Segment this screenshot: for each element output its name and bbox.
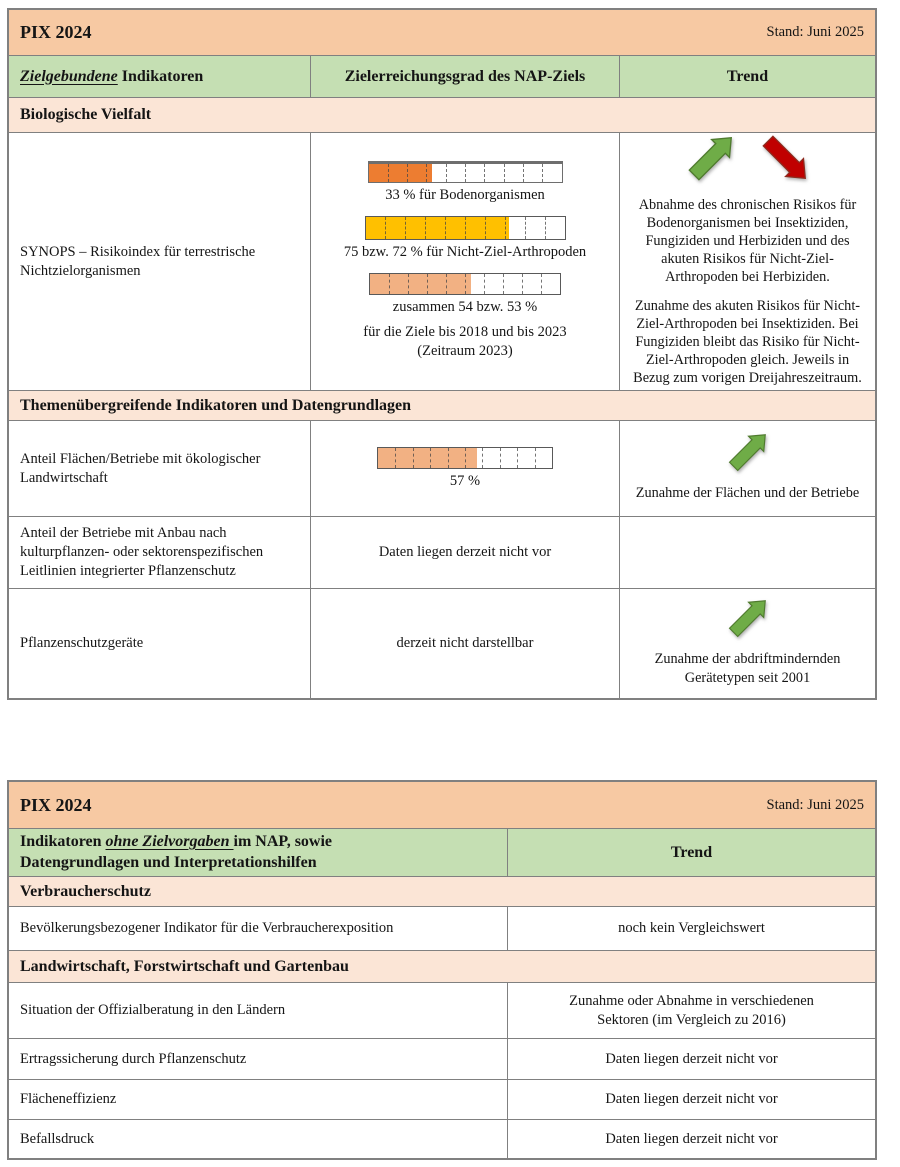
section-biologische-vielfalt: Biologische Vielfalt <box>9 97 875 132</box>
column-header-trend: Trend <box>619 56 875 97</box>
bar-fill <box>370 274 471 294</box>
synops-trend-paragraph-2: Zunahme des akuten Risikos für Nicht-Ziel-Arthropoden bei Insektiziden. Bei Fungiziden bleibt das Risiko für Nicht-Ziel-Arthropoden gleich. Jeweils in Bezug zum vorigen Dreijahreszeitraum. <box>633 297 862 387</box>
synops-trend-cell <box>619 133 875 390</box>
trend-up-green-arrow-icon <box>684 131 738 185</box>
indikatoren-label: Indikatoren <box>117 67 204 85</box>
bar-tick <box>484 274 485 294</box>
bar-tick <box>542 164 543 182</box>
flaecheneffizienz-indicator-label: Flächeneffizienz <box>20 1091 117 1108</box>
bodenorganismen-bar-group <box>368 161 563 205</box>
oekolandbau-goal-chart <box>310 421 619 516</box>
bar-tick <box>465 164 466 182</box>
goal-note-line1: für die Ziele bis 2018 und bis 2023 <box>363 323 567 340</box>
bar-tick <box>465 274 466 294</box>
arthropoden-bar-group <box>344 216 586 262</box>
progress-bar-arthropoden <box>365 216 566 240</box>
table-zielgebundene-indikatoren <box>7 8 877 700</box>
bar-tick <box>446 274 447 294</box>
leitlinien-indicator-label: Anteil der Betriebe mit Anbau nach kulturpflanzen- oder sektorenspezifischen Leitlinien integrierter Pflanzenschutz <box>20 525 264 579</box>
bar-label-bodenorganismen: 33 % für Bodenorganismen <box>385 187 545 204</box>
bar-tick <box>465 217 466 239</box>
row-synops <box>9 132 875 390</box>
im-nap-text: im NAP, sowie <box>233 832 333 850</box>
synops-trend-paragraph-1: Abnahme des chronischen Risikos für Bodenorganismen bei Insektiziden, Fungiziden und Herbiziden und des akuten Risikos für Nicht-Ziel-Arthropoden bei Herbiziden. <box>638 196 857 286</box>
bar-tick <box>541 274 542 294</box>
bar-tick <box>525 217 526 239</box>
leitlinien-trend-empty <box>619 517 875 588</box>
zielgebundene-emphasis: Zielgebundene <box>20 67 118 85</box>
leitlinien-status: Daten liegen derzeit nicht vor <box>310 517 619 588</box>
bar-label-oekolandbau: 57 % <box>449 472 481 489</box>
goal-note <box>363 323 566 362</box>
geraete-trend-cell <box>619 589 875 698</box>
trend-arrows <box>684 131 812 185</box>
exposition-indicator-label: Bevölkerungsbezogener Indikator für die Verbraucherexposition <box>20 920 394 937</box>
bar-tick <box>448 448 449 468</box>
trend-up-green-arrow-icon <box>725 595 771 641</box>
bar-tick <box>385 217 386 239</box>
column-header-trend: Trend <box>507 829 875 876</box>
table2-stand-date: Stand: Juni 2025 <box>766 796 864 813</box>
bar-tick <box>482 448 483 468</box>
bar-tick <box>523 164 524 182</box>
progress-bar-oekolandbau <box>377 447 553 469</box>
bar-tick <box>407 164 408 182</box>
offizialberatung-indicator-label: Situation der Offizialberatung in den Ländern <box>20 1002 286 1019</box>
bar-tick <box>535 448 536 468</box>
bar-tick <box>484 164 485 182</box>
table-indikatoren-ohne-zielvorgaben <box>7 780 877 1160</box>
bar-tick <box>445 217 446 239</box>
section-themenuebergreifende: Themenübergreifende Indikatoren und Datengrundlagen <box>9 390 875 420</box>
ertragssicherung-trend: Daten liegen derzeit nicht vor <box>507 1039 875 1079</box>
trend-up-green-arrow-icon <box>725 429 771 475</box>
table1-column-header-row <box>9 55 875 97</box>
indikatoren-prefix: Indikatoren <box>20 832 106 850</box>
synops-goal-charts <box>310 133 619 390</box>
table2-title-band <box>9 782 875 828</box>
oekolandbau-indicator-label: Anteil Flächen/Betriebe mit ökologischer Landwirtschaft <box>20 450 261 486</box>
bar-tick <box>389 274 390 294</box>
row-flaecheneffizienz <box>9 1079 875 1119</box>
row-leitlinien <box>9 516 875 588</box>
bar-label-zusammen: zusammen 54 bzw. 53 % <box>392 298 538 315</box>
goal-note-line2: (Zeitraum 2023) <box>417 343 513 360</box>
bar-tick <box>465 448 466 468</box>
bar-fill <box>378 448 477 468</box>
datengrundlagen-text: Datengrundlagen und Interpretationshilfen <box>20 853 317 871</box>
table2-title: PIX 2024 <box>20 794 92 815</box>
synops-indicator-label: SYNOPS – Risikoindex für terrestrische Nichtzielorganismen <box>20 243 256 279</box>
befallsdruck-trend: Daten liegen derzeit nicht vor <box>507 1120 875 1158</box>
column-header-ohne-zielvorgaben <box>9 829 507 876</box>
bar-tick <box>413 448 414 468</box>
bar-tick <box>485 217 486 239</box>
progress-bar-zusammen <box>369 273 561 295</box>
bar-tick <box>503 274 504 294</box>
column-header-zielerreichungsgrad: Zielerreichungsgrad des NAP-Ziels <box>310 56 619 97</box>
flaecheneffizienz-trend: Daten liegen derzeit nicht vor <box>507 1080 875 1119</box>
row-offizialberatung <box>9 982 875 1038</box>
bar-tick <box>500 448 501 468</box>
section-landwirtschaft: Landwirtschaft, Forstwirtschaft und Gartenbau <box>9 950 875 982</box>
bar-tick <box>395 448 396 468</box>
bar-tick <box>504 164 505 182</box>
trend-down-red-arrow-icon <box>758 131 812 185</box>
ohne-zielvorgaben-emphasis: ohne Zielvorgaben <box>105 832 234 850</box>
bar-tick <box>517 448 518 468</box>
bar-fill <box>369 164 433 182</box>
bar-tick <box>505 217 506 239</box>
table1-stand-date: Stand: Juni 2025 <box>766 24 864 40</box>
row-ertragssicherung <box>9 1038 875 1079</box>
table2-column-header-row <box>9 828 875 876</box>
bar-tick <box>408 274 409 294</box>
geraete-trend-text: Zunahme der abdriftmindernden Gerätetypen seit 2001 <box>654 651 841 686</box>
bar-tick <box>430 448 431 468</box>
oekolandbau-trend-cell <box>619 421 875 516</box>
geraete-indicator-label: Pflanzenschutzgeräte <box>20 635 144 652</box>
befallsdruck-indicator-label: Befallsdruck <box>20 1130 95 1147</box>
oekolandbau-trend-text: Zunahme der Flächen und der Betriebe <box>635 485 860 502</box>
bar-fill <box>366 217 509 239</box>
table1-title: PIX 2024 <box>20 22 92 42</box>
zusammen-bar-group <box>369 273 561 317</box>
row-oekolandbau <box>9 420 875 516</box>
bar-tick <box>427 274 428 294</box>
table1-title-band <box>9 10 875 55</box>
bar-label-arthropoden: 75 bzw. 72 % für Nicht-Ziel-Arthropoden <box>343 244 587 261</box>
progress-bar-bodenorganismen <box>368 161 563 183</box>
row-verbraucherexposition <box>9 906 875 950</box>
bar-tick <box>522 274 523 294</box>
geraete-status: derzeit nicht darstellbar <box>310 589 619 698</box>
bar-tick <box>545 217 546 239</box>
bar-tick <box>425 217 426 239</box>
bar-tick <box>405 217 406 239</box>
bar-tick <box>388 164 389 182</box>
column-header-zielgebundene-indikatoren <box>9 56 310 97</box>
bar-tick <box>426 164 427 182</box>
offizialberatung-trend: Zunahme oder Abnahme in verschiedenen Sektoren (im Vergleich zu 2016) <box>507 983 875 1038</box>
exposition-trend: noch kein Vergleichswert <box>507 907 875 950</box>
bar-tick <box>446 164 447 182</box>
row-pflanzenschutzgeraete <box>9 588 875 698</box>
section-verbraucherschutz: Verbraucherschutz <box>9 876 875 906</box>
row-befallsdruck <box>9 1119 875 1158</box>
ertragssicherung-indicator-label: Ertragssicherung durch Pflanzenschutz <box>20 1050 247 1067</box>
